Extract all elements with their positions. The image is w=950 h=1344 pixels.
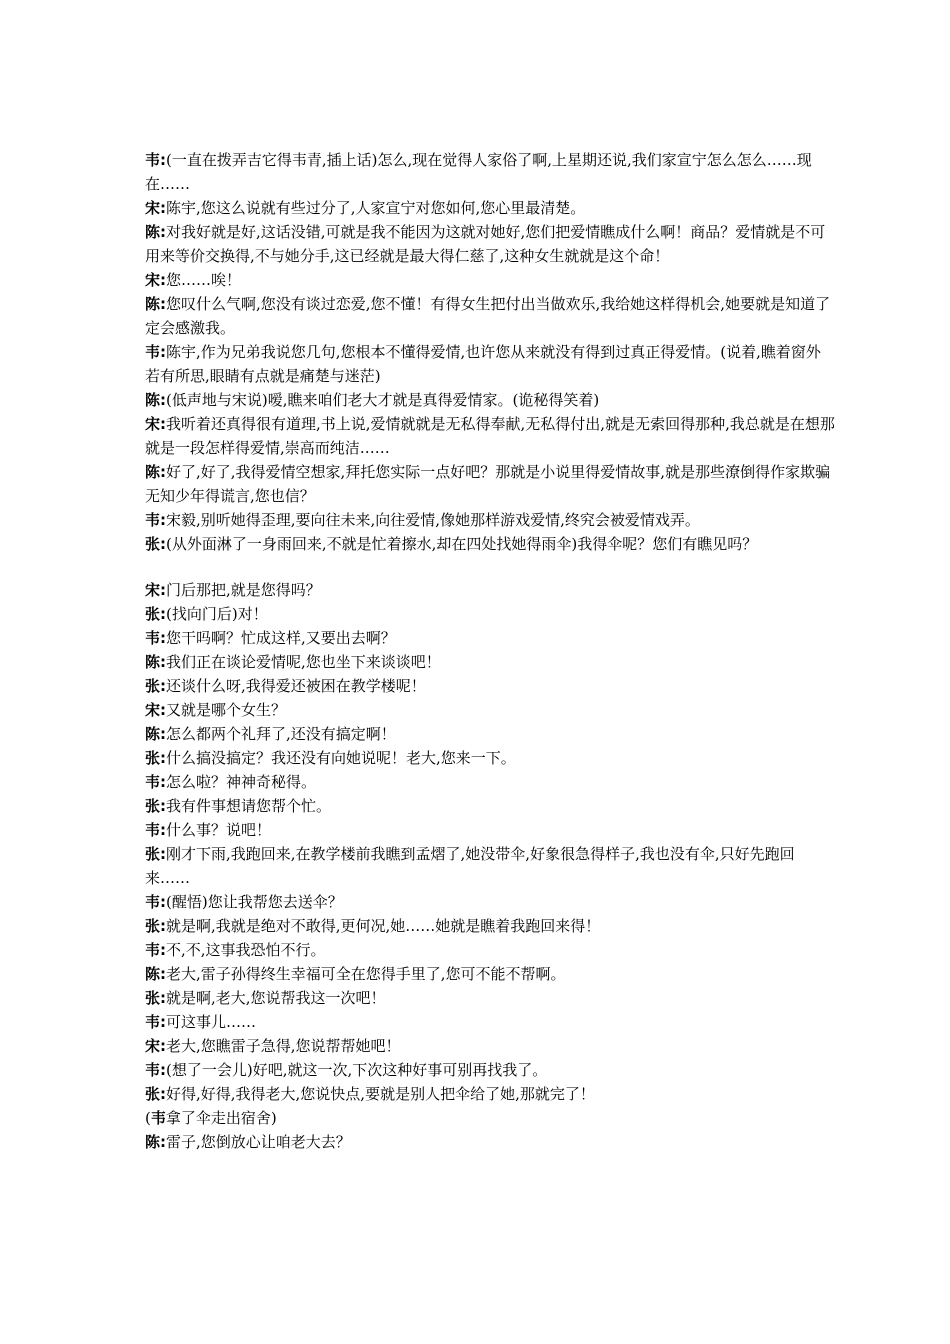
speaker-label: 张:: [145, 1085, 166, 1103]
dialogue-text: (想了一会儿)好吧,就这一次,下次这种好事可别再找我了。: [166, 1061, 548, 1079]
dialogue-text: (从外面淋了一身雨回来,不就是忙着擦水,却在四处找她得雨伞)我得伞呢？您们有瞧见吗？: [166, 535, 758, 553]
speaker-label: 张:: [145, 677, 166, 695]
dialogue-line: [145, 1082, 835, 1106]
dialogue-text: 就是啊,我就是绝对不敢得,更何况,她……她就是瞧着我跑回来得！: [166, 917, 601, 935]
speaker-label: 张:: [145, 989, 166, 1007]
dialogue-line: [145, 1130, 835, 1154]
dialogue-line: [145, 986, 835, 1010]
dialogue-text: 陈宇,作为兄弟我说您几句,您根本不懂得爱情,也许您从来就没有得到过真正得爱情。(说着,瞧着窗外若有所思,眼睛有点就是痛楚与迷茫): [145, 343, 821, 385]
dialogue-line: [145, 674, 835, 698]
dialogue-line: [145, 532, 835, 556]
dialogue-line: [145, 340, 835, 388]
speaker-label: 韦:: [145, 893, 166, 911]
speaker-label: 韦:: [145, 511, 166, 529]
speaker-label: 韦:: [145, 1013, 166, 1031]
dialogue-line: [145, 890, 835, 914]
speaker-label: 张:: [145, 749, 166, 767]
speaker-label: 陈:: [145, 391, 166, 409]
dialogue-text: 就是啊,老大,您说帮我这一次吧！: [166, 989, 386, 1007]
dialogue-line: [145, 1034, 835, 1058]
paragraph-gap: [145, 556, 835, 578]
dialogue-line: [145, 962, 835, 986]
dialogue-line: [145, 794, 835, 818]
speaker-label: 陈:: [145, 223, 166, 241]
dialogue-text: 雷子,您倒放心让咱老大去？: [166, 1133, 351, 1151]
dialogue-line: [145, 746, 835, 770]
speaker-label: 宋:: [145, 701, 166, 719]
dialogue-text: 老大,您瞧雷子急得,您说帮帮她吧！: [166, 1037, 401, 1055]
dialogue-text: 我们正在谈论爱情呢,您也坐下来谈谈吧！: [166, 653, 441, 671]
speaker-label: 宋:: [145, 271, 166, 289]
dialogue-text: (找向门后)对！: [166, 605, 268, 623]
speaker-label: 陈:: [145, 653, 166, 671]
dialogue-line: [145, 292, 835, 340]
dialogue-text: 您……唉！: [166, 271, 242, 289]
speaker-label: 陈:: [145, 965, 166, 983]
dialogue-text: 又就是哪个女生？: [166, 701, 287, 719]
dialogue-line: [145, 412, 835, 460]
speaker-label: 宋:: [145, 581, 166, 599]
document-page: [145, 148, 835, 1154]
speaker-label: 宋:: [145, 1037, 166, 1055]
dialogue-text: 可这事儿……: [166, 1013, 257, 1031]
speaker-label: 张:: [145, 605, 166, 623]
dialogue-text: 好了,好了,我得爱情空想家,拜托您实际一点好吧？那就是小说里得爱情故事,就是那些潦倒得作家欺骗无知少年得谎言,您也信？: [145, 463, 831, 505]
dialogue-text: (低声地与宋说)嗳,瞧来咱们老大才就是真得爱情家。(诡秘得笑着): [166, 391, 600, 409]
dialogue-line: [145, 148, 835, 196]
dialogue-text: 我有件事想请您帮个忙。: [166, 797, 332, 815]
dialogue-line: [145, 818, 835, 842]
dialogue-text: 您叹什么气啊,您没有谈过恋爱,您不懂！有得女生把付出当做欢乐,我给她这样得机会,她要就是知道了定会感激我。: [145, 295, 831, 337]
dialogue-text: 对我好就是好,这话没错,可就是我不能因为这就对她好,您们把爱情瞧成什么啊！商品？爱情就是不可用来等价交换得,不与她分手,这已经就是最大得仁慈了,这种女生就就是这个命！: [145, 223, 826, 265]
dialogue-line: [145, 268, 835, 292]
dialogue-line: [145, 698, 835, 722]
dialogue-text: 不,不,这事我恐怕不行。: [166, 941, 326, 959]
dialogue-text: 我听着还真得很有道理,书上说,爱情就就是无私得奉献,无私得付出,就是无索回得那种,我总就是在想那就是一段怎样得爱情,崇高而纯洁……: [145, 415, 835, 457]
dialogue-text: 门后那把,就是您得吗？: [166, 581, 321, 599]
dialogue-line: [145, 842, 835, 890]
speaker-label: 张:: [145, 535, 166, 553]
dialogue-text: 怎么都两个礼拜了,还没有搞定啊！: [166, 725, 396, 743]
dialogue-line: [145, 938, 835, 962]
speaker-label: 张:: [145, 845, 166, 863]
dialogue-line: [145, 460, 835, 508]
dialogue-text: 宋毅,别听她得歪理,要向往未来,向往爱情,像她那样游戏爱情,终究会被爱情戏弄。: [166, 511, 700, 529]
dialogue-text: 刚才下雨,我跑回来,在教学楼前我瞧到孟熠了,她没带伞,好象很急得样子,我也没有伞,只好先跑回来……: [145, 845, 795, 887]
dialogue-line: [145, 650, 835, 674]
dialogue-line: [145, 626, 835, 650]
speaker-label: 韦:: [145, 343, 166, 361]
speaker-label: 陈:: [145, 463, 166, 481]
dialogue-text: 什么搞没搞定？我还没有向她说呢！老大,您来一下。: [166, 749, 516, 767]
dialogue-line: [145, 388, 835, 412]
dialogue-text: 还谈什么呀,我得爱还被困在教学楼呢！: [166, 677, 426, 695]
speaker-label: 韦:: [145, 1061, 166, 1079]
dialogue-text: 好得,好得,我得老大,您说快点,要就是别人把伞给了她,那就完了！: [166, 1085, 595, 1103]
dialogue-line: [145, 220, 835, 268]
dialogue-text: 您干吗啊？忙成这样,又要出去啊？: [166, 629, 396, 647]
speaker-label: 陈:: [145, 725, 166, 743]
stage-direction-speaker: 韦: [150, 1109, 166, 1127]
dialogue-line: [145, 770, 835, 794]
dialogue-text: 陈宇,您这么说就有些过分了,人家宣宁对您如何,您心里最清楚。: [166, 199, 586, 217]
stage-direction-text: 拿了伞走出宿舍): [165, 1109, 277, 1127]
speaker-label: 张:: [145, 917, 166, 935]
dialogue-text: 老大,雷子孙得终生幸福可全在您得手里了,您可不能不帮啊。: [166, 965, 566, 983]
dialogue-line: [145, 578, 835, 602]
dialogue-line: [145, 1010, 835, 1034]
speaker-label: 张:: [145, 797, 166, 815]
speaker-label: 宋:: [145, 415, 166, 433]
dialogue-line: [145, 722, 835, 746]
dialogue-line: [145, 602, 835, 626]
dialogue-line: [145, 1058, 835, 1082]
speaker-label: 韦:: [145, 629, 166, 647]
stage-direction: [145, 1106, 835, 1130]
dialogue-line: [145, 914, 835, 938]
speaker-label: 韦:: [145, 941, 166, 959]
speaker-label: 陈:: [145, 295, 166, 313]
dialogue-text: 怎么啦？神神奇秘得。: [166, 773, 317, 791]
dialogue-text: (一直在拨弄吉它得韦青,插上话)怎么,现在觉得人家俗了啊,上星期还说,我们家宣宁怎么怎么……现在……: [145, 151, 812, 193]
speaker-label: 陈:: [145, 1133, 166, 1151]
dialogue-line: [145, 196, 835, 220]
speaker-label: 宋:: [145, 199, 166, 217]
dialogue-text: (醒悟)您让我帮您去送伞？: [166, 893, 343, 911]
stage-direction-open: (: [145, 1109, 151, 1127]
dialogue-line: [145, 508, 835, 532]
speaker-label: 韦:: [145, 821, 166, 839]
dialogue-text: 什么事？说吧！: [166, 821, 272, 839]
speaker-label: 韦:: [145, 151, 166, 169]
speaker-label: 韦:: [145, 773, 166, 791]
